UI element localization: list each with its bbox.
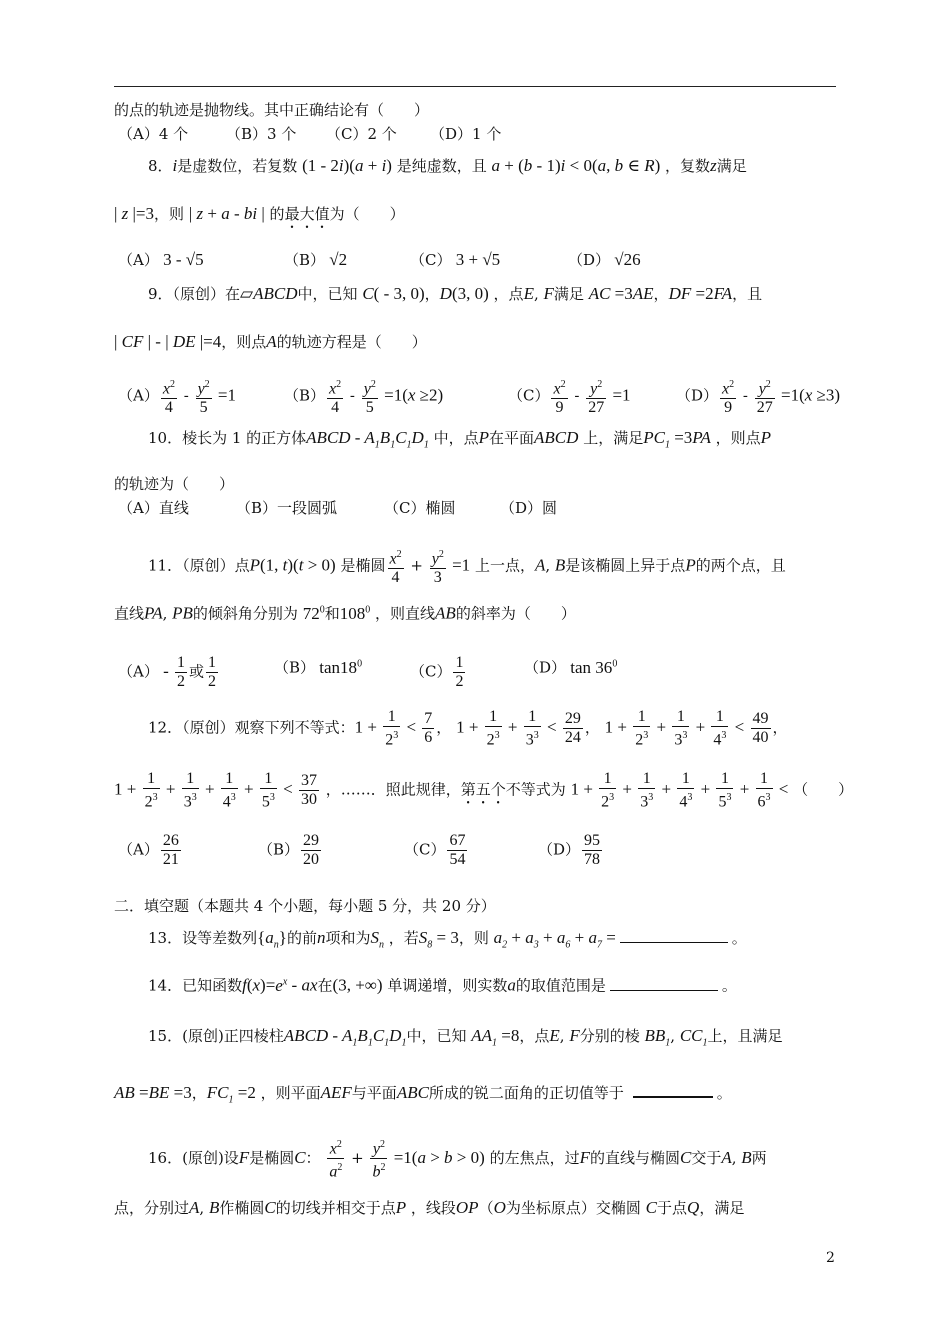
q10-line1: 10．棱长为 1 的正方体ABCD - $A_1B_1C_1D_1$ 中，点P在平面ABCD 上，满足$PC_1 =3PA$ ，则点P [148, 428, 772, 451]
header-rule [114, 86, 836, 87]
q9-line2: | CF | - | DE |=4，则点A的轨迹方程是（ ） [114, 332, 427, 351]
q15-line1: 15．(原创)正四棱柱ABCD - $A_1B_1C_1D_1$中，已知 $AA_1 =8$，点E, F分别的棱 $BB_1$, $CC_1$上，且满足 [148, 1026, 783, 1049]
q16-line1: 16．(原创)设F是椭圆C： $\frac{x^2}{a^2}$ + $\frac{y^2}{b^2}$ =1(a > b > 0) 的左焦点，过F的直线与椭圆C交于A, B两 [148, 1136, 767, 1182]
q14: 14．已知函数$f(x)=e^x$ - ax在(3, +∞) 单调递增，则实数a的取值范围是 。 [148, 975, 737, 995]
q8-line2: | z |=3，则 | z + a - bi | 的最大值为（ ） [114, 204, 405, 223]
q7-option-b: （B）3 个 [226, 125, 297, 143]
q12-line2: 1 + $\frac{1}{2^3}$ + $\frac{1}{3^3}$ + $\frac{1}{4^3}$ + $\frac{1}{5^3}$ < $\frac{37}{30}$ ，……．照此规律，第五个不等式为 1 + $\frac{1}{2^3}$ + $\frac{1}{3^3}$ + $\frac{1}{4^3}$ + $\frac{1}{5^3}$ + $\frac{1}{6^3}$ < （ ） [114, 770, 854, 811]
q13-blank[interactable] [620, 928, 728, 943]
q15-blank[interactable] [633, 1082, 713, 1098]
page-number: 2 [826, 1250, 835, 1266]
section-title: 二．填空题（本题共 4 个小题，每小题 5 分，共 20 分） [114, 897, 496, 915]
q8-line1: 8．i是虚数位，若复数 (1 - 2i)(a + i) 是纯虚数，且 a + (b - 1)i < 0(a, b ∈ R) ，复数z满足 [148, 156, 747, 175]
q11-line1: 11．（原创）点P(1, t)(t > 0) 是椭圆 $\frac{x^2}{4}$ + $\frac{y^2}{3}$ =1 上一点，A, B是该椭圆上异于点P的两个点，且 [148, 546, 786, 587]
q11-line2: 直线PA, PB的倾斜角分别为 $72^0$和$108^0$ ，则直线AB的斜率为（ ） [114, 603, 576, 623]
q14-blank[interactable] [610, 976, 718, 991]
q9-line1: 9．（原创）在▱ABCD中，已知 C( - 3, 0)，D(3, 0) ，点E, F满足 AC =3AE，DF =2FA，且 [148, 284, 763, 303]
q12-line1: 12．（原创）观察下列不等式：1 + $\frac{1}{2^3}$ < $\frac{7}{6}$ ， 1 + $\frac{1}{2^3}$ + $\frac{1}{3^3}$ < $\frac{29}{24}$ ， 1 + $\frac{1}{2^3}$ + $\frac{1}{3^3}$ + $\frac{1}{4^3}$ < $\frac{49}{40}$ ， [148, 708, 788, 749]
q7-option-d: （D）1 个 [430, 125, 502, 143]
q10-line2: 的轨迹为（ ） [114, 475, 235, 493]
q7-tail: 的点的轨迹是抛物线。其中正确结论有（ ） [114, 101, 430, 119]
q16-line2: 点，分别过A, B作椭圆C的切线并相交于点P ，线段OP（O为坐标原点）交椭圆 C于点Q，满足 [114, 1198, 745, 1217]
q13: 13．设等差数列$\{a_n\}$的前n项和为$S_n$ ，若$S_8 = 3$，则 $a_2 + a_3 + a_6 + a_7$ = 。 [148, 928, 747, 951]
q15-line2: AB =BE =3，$FC_1 =2$ ，则平面AEF与平面ABC所成的锐二面角的正切值等于 。 [114, 1083, 732, 1106]
q7-option-a: （A）4 个 [118, 125, 189, 143]
q7-option-c: （C）2 个 [326, 125, 397, 143]
